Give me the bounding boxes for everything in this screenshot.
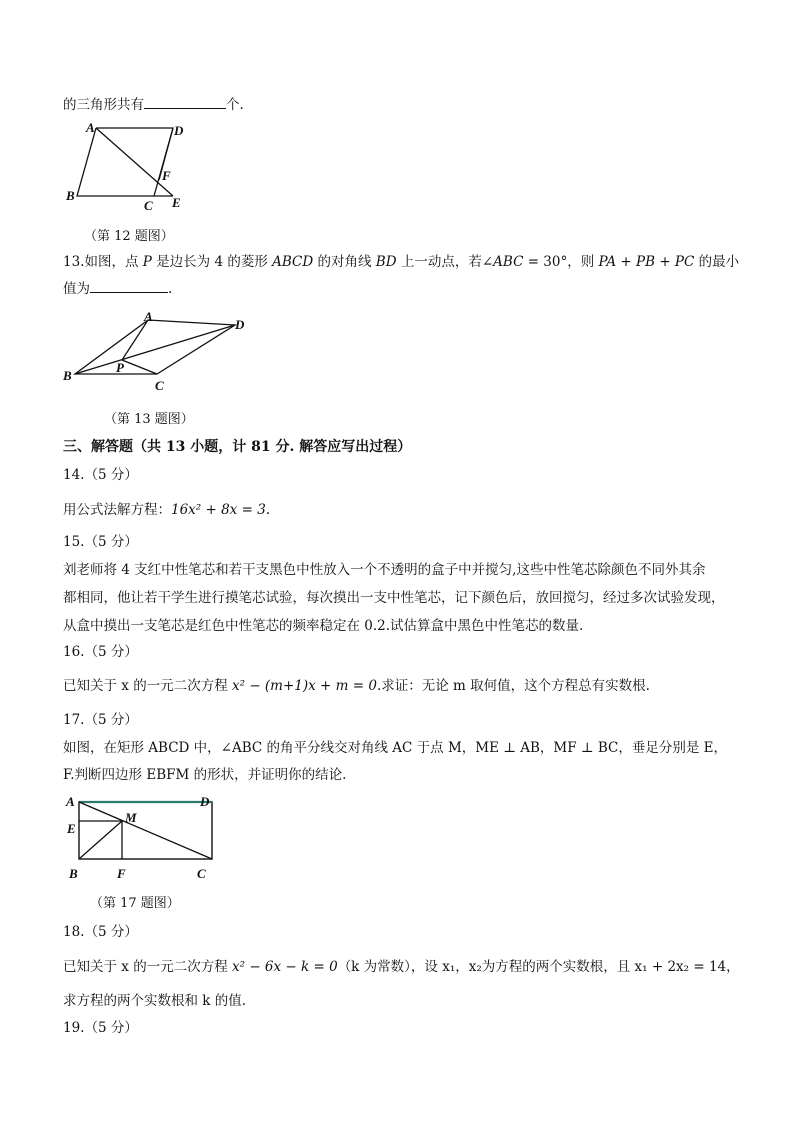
q15-header: 15.（5 分） [63,534,138,550]
q12-label-b: B [66,188,75,203]
q13-segment-pc [122,360,157,374]
q13-t6: 的最小 [694,254,740,270]
q17-label-a: A [66,794,75,809]
q16-body [63,674,650,694]
q12-tail-suffix: 个. [226,97,244,113]
q15-line-2: 都相同，他让若干学生进行摸笔芯试验，每次摸出一支中性笔芯，记下颜色后，放回搅匀，经过多次试验发现， [63,590,725,606]
q17-diagonal-ac [79,802,212,859]
q13-line-2 [63,277,172,297]
q19-header: 19.（5 分） [63,1020,138,1036]
q17-label-c: C [197,866,206,881]
q12-label-f: F [162,168,171,183]
q14-header: 14.（5 分） [63,467,138,483]
q13-label-c: C [155,378,164,393]
q15-line-3: 从盒中摸出一支笔芯是红色中性笔芯的频率稳定在 0.2.试估算盒中黑色中性笔芯的数量. [63,618,584,634]
q17-label-e: E [67,821,76,836]
q13-label-b: B [63,368,72,383]
q13-line-1 [63,250,739,270]
q17-header: 17.（5 分） [63,712,138,728]
q17-label-m: M [125,810,137,825]
q13-expr: PA + PB + PC [598,254,695,270]
q13-bd: BD [375,254,397,270]
q17-label-d: D [200,794,210,809]
q14-equation: 16x² + 8x = 3. [171,502,271,518]
section-3-heading: 三、解答题（共 13 小题，计 81 分. 解答应写出过程） [63,439,412,455]
q16-text-before: 已知关于 x 的一元二次方程 [63,678,232,694]
q17-label-f: F [117,866,126,881]
q13-rhombus [75,320,235,374]
q13-t2: 是边长为 4 的菱形 [151,254,273,270]
q17-caption: （第 17 题图） [90,896,180,911]
q14-text: 用公式法解方程： [63,502,171,518]
q18-header: 18.（5 分） [63,924,138,940]
q12-tail-line [63,93,244,113]
q12-label-e: E [172,195,181,210]
q16-text-after: .求证：无论 m 取何值，这个方程总有实数根. [376,678,650,694]
q13-label-p: P [116,360,124,375]
q13-p: P [142,254,152,270]
q13-segment-pa [122,320,148,360]
q13-t4: 上一动点，若∠ [396,254,494,270]
q12-parallelogram [77,128,173,196]
q13-caption: （第 13 题图） [104,412,194,427]
q18-text-a: 已知关于 x 的一元二次方程 [63,959,232,975]
q13-label-a: A [144,309,153,324]
q12-label-a: A [86,120,95,135]
q18-line-2: 求方程的两个实数根和 k 的值. [63,993,247,1009]
q13-diagonal-bd [75,325,235,374]
q13-figure [60,310,260,400]
q12-segment-ae [96,128,173,196]
q17-line-2: F.判断四边形 EBFM 的形状，并证明你的结论. [63,767,347,783]
q17-figure [63,793,223,885]
q18-equation: x² − 6x − k = 0 [232,959,338,975]
q17-label-b: B [69,866,78,881]
q12-label-d: D [174,123,184,138]
q12-label-c: C [144,198,153,213]
q12-figure [60,118,200,213]
q15-line-1: 刘老师将 4 支红中性笔芯和若干支黑色中性放入一个不透明的盒子中并搅匀,这些中性笔芯除颜色不同外其余 [63,562,706,578]
q14-body [63,498,270,518]
q17-line-1: 如图，在矩形 ABCD 中，∠ABC 的角平分线交对角线 AC 于点 M，ME ⊥ AB，MF ⊥ BC，垂足分别是 E， [63,740,728,756]
q13-label-d: D [235,317,245,332]
q13-t1: 13.如图，点 [63,254,143,270]
q16-equation: x² − (m+1)x + m = 0 [232,678,377,694]
q13-line2-before: 值为 [63,281,90,297]
q13-line2-after: . [168,281,173,297]
q12-tail-text: 的三角形共有 [63,97,144,113]
q18-text-b: （k 为常数），设 x₁，x₂为方程的两个实数根，且 x₁ + 2x₂ = 14， [337,959,740,975]
q12-answer-blank[interactable] [144,94,226,109]
q13-t5: = 30°，则 [523,254,599,270]
q17-bisector-bm [79,821,122,859]
q13-abcd: ABCD [272,254,314,270]
q13-answer-blank[interactable] [90,278,168,293]
q12-caption: （第 12 题图） [84,229,174,244]
q18-line-1 [63,955,740,975]
q16-header: 16.（5 分） [63,644,138,660]
q13-abc: ABC [493,254,524,270]
q13-t3: 的对角线 [313,254,376,270]
